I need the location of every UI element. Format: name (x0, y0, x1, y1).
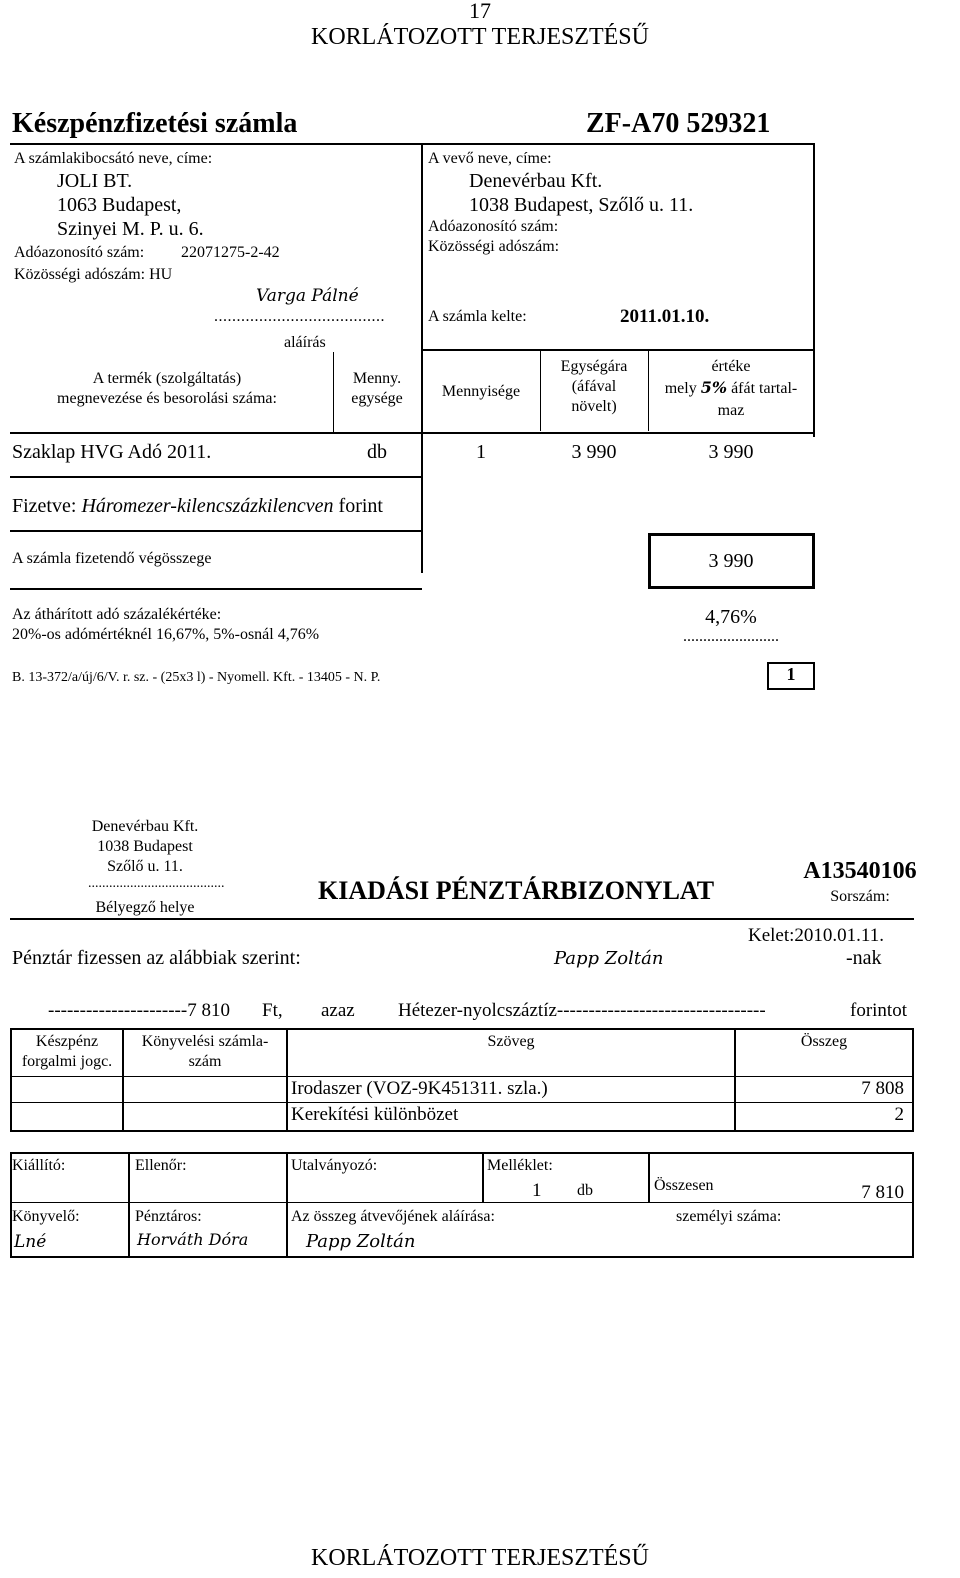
receiver-signature: Papp Zoltán (306, 1231, 416, 1252)
voucher-title: KIADÁSI PÉNZTÁRBIZONYLAT (318, 876, 715, 905)
issuer-signature-dots: ...................................... (214, 308, 385, 325)
vat-dots: ........................ (683, 628, 779, 645)
issuer-eu-tax: Közösségi adószám: HU (14, 266, 173, 283)
th-cash-line2: forgalmi jogc. (21, 1053, 113, 1070)
vat-rate-handwritten: 5% (700, 378, 728, 397)
col-unit-price-line3: növelt) (571, 398, 617, 415)
vat-value: 4,76% (705, 606, 757, 628)
voucher-row-text: Kerekítési különbözet (291, 1104, 459, 1125)
col-unit-line1: Menny. (352, 370, 402, 387)
voucher-row-amount: 2 (894, 1104, 904, 1125)
col-unit-price-line1: Egységára (560, 358, 628, 375)
footer-total-label: Összesen (654, 1177, 714, 1194)
footer-accountant-label: Könyvelő: (12, 1208, 80, 1225)
issuer-label: A számlakibocsátó neve, címe: (14, 150, 213, 167)
buyer-eu-tax-label: Közösségi adószám: (428, 238, 560, 255)
buyer-tax-label: Adóazonosító szám: (428, 218, 559, 235)
accountant-signature: Lné (14, 1232, 47, 1252)
col-value-line1: értéke (711, 358, 751, 375)
item-value: 3 990 (708, 441, 754, 463)
amount-azaz: azaz (321, 1000, 355, 1021)
voucher-row-amount: 7 808 (861, 1078, 904, 1099)
stamp-street: Szőlő u. 11. (107, 858, 183, 875)
voucher-row-text: Irodaszer (VOZ-9K451311. szla.) (291, 1078, 548, 1099)
footer-cashier-label: Pénztáros: (135, 1208, 202, 1225)
item-product: Szaklap HVG Adó 2011. (12, 441, 212, 463)
issuer-signature: Varga Pálné (256, 286, 359, 306)
item-unit: db (367, 441, 387, 463)
buyer-address: 1038 Budapest, Szőlő u. 11. (469, 194, 694, 216)
th-account-line1: Könyvelési számla- (141, 1033, 269, 1050)
th-account-line2: szám (188, 1053, 222, 1070)
payee-suffix: -nak (846, 947, 882, 969)
th-cash-line1: Készpénz (35, 1033, 99, 1050)
vat-label-line2: 20%-os adómértéknél 16,67%, 5%-osnál 4,76% (12, 626, 320, 643)
footer-id-label: személyi száma: (676, 1208, 782, 1225)
invoice-number: ZF-A70 529321 (586, 108, 771, 139)
th-amount: Összeg (800, 1033, 848, 1050)
issuer-signature-label: aláírás (284, 334, 326, 351)
invoice-date-label: A számla kelte: (428, 308, 527, 325)
payee-signature: Papp Zoltán (554, 948, 664, 969)
footer-checker-label: Ellenőr: (135, 1157, 187, 1174)
footer-receiver-label: Az összeg átvevőjének aláírása: (291, 1208, 495, 1225)
col-unit-price-line2: (áfával (571, 378, 617, 395)
vat-label-line1: Az áthárított adó százalékértéke: (12, 606, 222, 623)
stamp-label: Bélyegző helye (95, 899, 195, 916)
invoice-date-value: 2011.01.10. (620, 306, 710, 327)
col-quantity: Mennyisége (441, 383, 521, 400)
stamp-dots: ....................................... (88, 876, 225, 891)
col-unit-line2: egysége (351, 390, 403, 407)
col-product-line1: A termék (szolgáltatás) (92, 370, 242, 387)
invoice-title: Készpénzfizetési számla (12, 108, 298, 139)
issuer-tax-value: 22071275-2-42 (181, 244, 280, 261)
amount-words: Hétezer-nyolcszáztíz--------------------------------- (398, 1000, 766, 1021)
footer-approver-label: Utalványozó: (291, 1157, 378, 1174)
col-value-line3: maz (717, 402, 745, 419)
issuer-tax-label: Adóazonosító szám: (14, 244, 145, 261)
voucher-serial: A13540106 (803, 858, 917, 884)
footer-attachment-label: Melléklet: (487, 1157, 553, 1174)
cashier-signature: Horváth Dóra (137, 1230, 249, 1249)
buyer-label: A vevő neve, címe: (428, 150, 552, 167)
item-unit-price: 3 990 (571, 441, 617, 463)
classification-bottom: KORLÁTOZOTT TERJESZTÉSŰ (310, 1545, 649, 1571)
voucher-date: Kelet:2010.01.11. (748, 925, 884, 946)
footer-issuer-label: Kiállító: (12, 1157, 66, 1174)
issuer-name: JOLI BT. (57, 170, 133, 192)
total-label: A számla fizetendő végösszege (12, 550, 212, 567)
voucher-serial-label: Sorszám: (830, 888, 890, 905)
invoice-footer-code: B. 13-372/a/új/6/V. r. sz. - (25x3 l) - Nyomell. Kft. - 13405 - N. P. (12, 670, 381, 685)
footer-attachment-count: 1 (532, 1180, 542, 1201)
classification-top: KORLÁTOZOTT TERJESZTÉSŰ (310, 24, 649, 50)
th-text: Szöveg (487, 1033, 535, 1050)
buyer-name: Denevérbau Kft. (469, 170, 603, 192)
stamp-name: Denevérbau Kft. (91, 818, 199, 835)
item-quantity: 1 (476, 441, 486, 463)
col-value-line2: mely 5% áfát tartal- (664, 378, 798, 397)
issuer-address2: Szinyei M. P. u. 6. (57, 218, 204, 240)
page-number: 17 (469, 0, 491, 23)
issuer-address1: 1063 Budapest, (57, 194, 182, 216)
stamp-city: 1038 Budapest (97, 838, 193, 855)
paid-line: Fizetve: Háromezer-kilencszázkilencven forint (12, 495, 383, 517)
copy-number: 1 (786, 664, 796, 684)
footer-total-value: 7 810 (861, 1182, 904, 1203)
col-product-line2: megnevezése és besorolási száma: (57, 390, 277, 407)
total-value: 3 990 (708, 550, 754, 572)
pay-instruction: Pénztár fizessen az alábbiak szerint: (12, 947, 301, 969)
amount-figures: ----------------------7 810 (48, 1000, 230, 1021)
amount-currency: Ft, (262, 1000, 283, 1021)
footer-attachment-unit: db (577, 1182, 593, 1199)
amount-forintot: forintot (850, 1000, 907, 1021)
